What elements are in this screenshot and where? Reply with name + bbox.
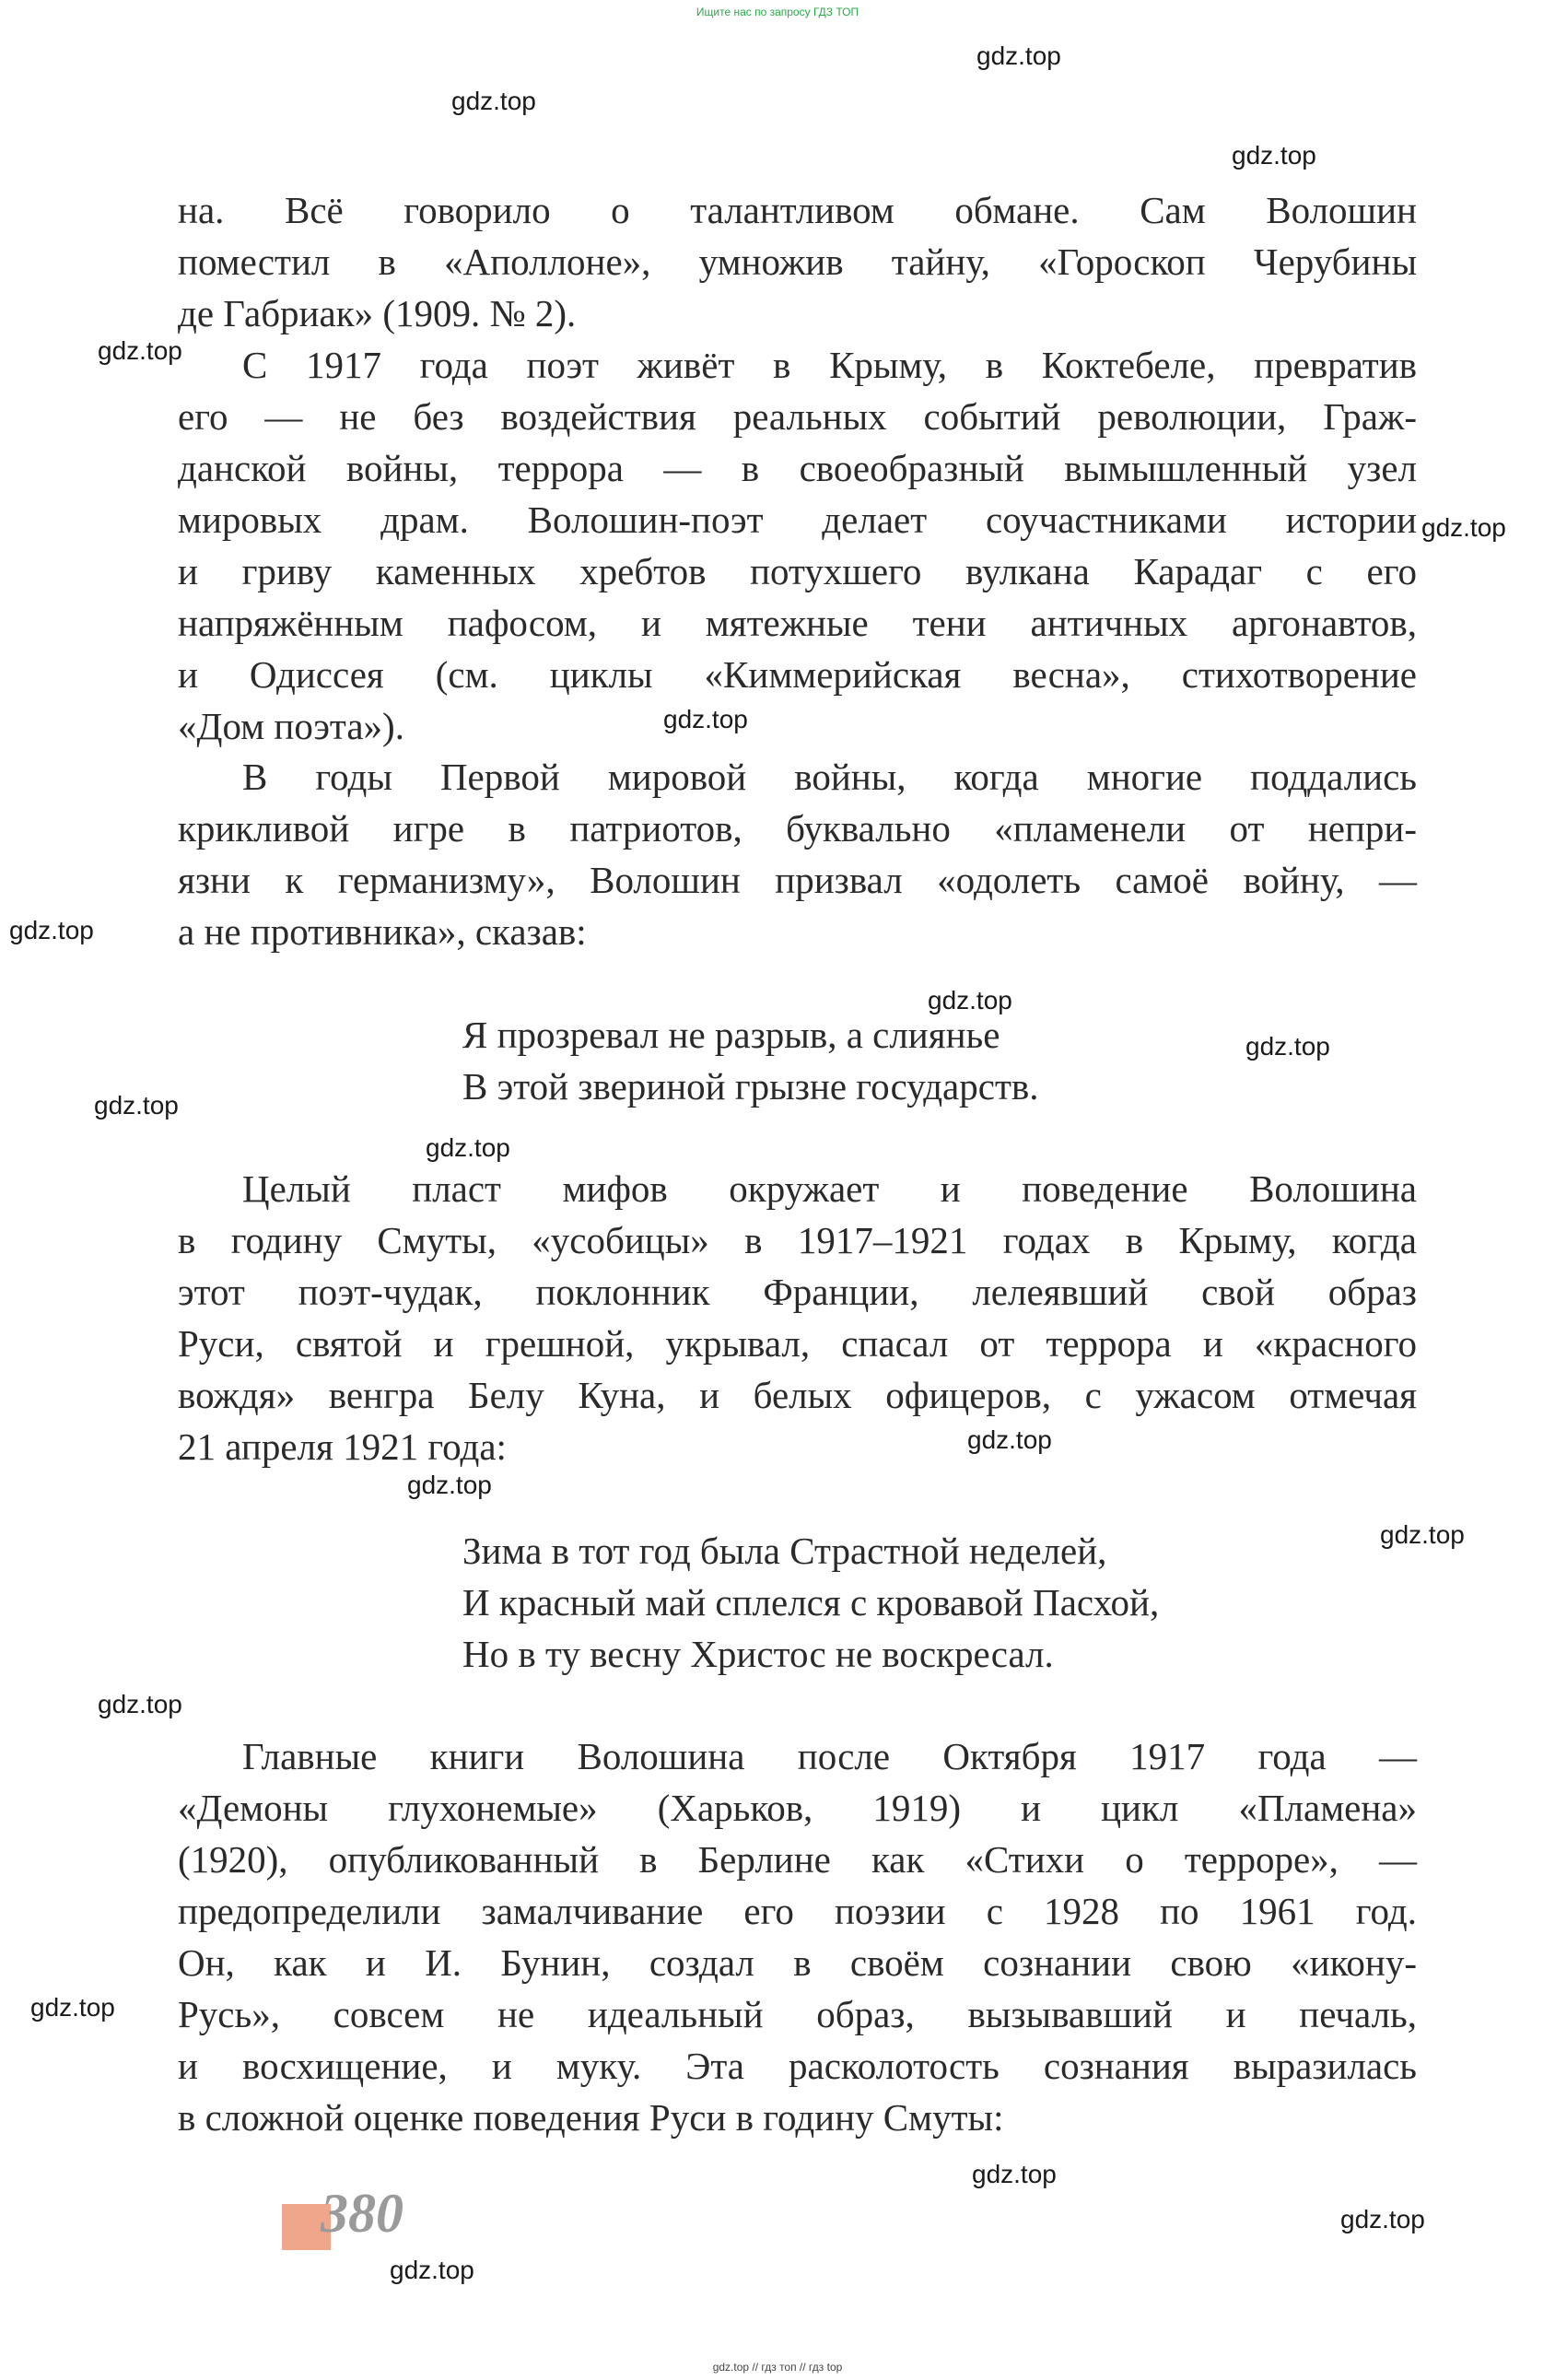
search-banner-top[interactable]: Ищите нас по запросу ГДЗ ТОП [696,6,859,18]
text-line: вождя» венгра Белу Куна, и белых офицеров, с ужасом отмечая [178,1374,1417,1416]
watermark: gdz.top [9,916,94,944]
text-line: напряжённым пафосом, и мятежные тени античных аргонавтов, [178,602,1417,644]
paragraph-5 [178,1730,1417,2143]
text-line: и гриву каменных хребтов потухшего вулкана Карадаг с его [178,550,1417,592]
watermark: gdz.top [1421,513,1506,542]
page-number: 380 [321,2183,403,2244]
text-line: Главные книги Волошина после Октября 1917 года — [242,1735,1417,1777]
text-line: мировых драм. Волошин-поэт делает соучастниками истории [178,498,1417,541]
verse-line: Я прозревал не разрыв, а слиянье [462,1014,1000,1056]
text-line: и восхищение, и муку. Эта расколотость сознания выразилась [178,2045,1417,2087]
verse-line: И красный май сплелся с кровавой Пасхой, [462,1581,1160,1624]
watermark: gdz.top [972,2160,1057,2188]
paragraph-2 [178,339,1417,752]
watermark: gdz.top [1232,141,1316,170]
text-line: 21 апреля 1921 года: [178,1425,507,1468]
watermark: gdz.top [407,1471,492,1499]
watermark: gdz.top [451,87,536,115]
verse-quote-1 [462,1009,1038,1112]
text-line: его — не без воздействия реальных событий революции, Граж- [178,395,1417,438]
text-line: язни к германизму», Волошин призвал «одолеть самоё войну, — [178,859,1417,901]
text-line: в сложной оценке поведения Руси в годину Смуты: [178,2096,1004,2139]
text-line: а не противника», сказав: [178,910,587,953]
text-line: этот поэт-чудак, поклонник Франции, лелеявший свой образ [178,1271,1417,1313]
text-line: крикливой игре в патриотов, буквально «пламенели от непри- [178,807,1417,850]
text-line: поместил в «Аполлоне», умножив тайну, «Гороскоп Черубины [178,240,1417,283]
verse-line: Зима в тот год была Страстной неделей, [462,1530,1107,1572]
watermark: gdz.top [30,1993,115,2022]
watermark: gdz.top [98,1690,182,1718]
watermark: gdz.top [390,2256,474,2284]
verse-quote-2 [462,1525,1159,1680]
watermark: gdz.top [976,41,1061,70]
paragraph-3 [178,751,1417,957]
watermark: gdz.top [1340,2205,1425,2233]
text-line: В годы Первой мировой войны, когда многие поддались [242,756,1417,798]
text-line: данской войны, террора — в своеобразный вымышленный узел [178,447,1417,489]
text-line: на. Всё говорило о талантливом обмане. Сам Волошин [178,189,1417,231]
text-line: «Дом поэта»). [178,705,404,747]
watermark: gdz.top [928,986,1012,1014]
text-line: де Габриак» (1909. № 2). [178,292,577,334]
watermark: gdz.top [663,705,748,733]
text-line: Целый пласт мифов окружает и поведение Волошина [242,1167,1417,1210]
watermark: gdz.top [1380,1520,1465,1549]
text-line: в годину Смуты, «усобицы» в 1917–1921 годах в Крыму, когда [178,1219,1417,1261]
text-line: и Одиссея (см. циклы «Киммерийская весна», стихотворение [178,653,1417,696]
paragraph-1 [178,184,1417,339]
text-line: С 1917 года поэт живёт в Крыму, в Коктебеле, превратив [242,344,1417,386]
text-line: предопределили замалчивание его поэзии с 1928 по 1961 год. [178,1890,1417,1932]
watermark: gdz.top [426,1133,510,1162]
verse-line: Но в ту весну Христос не воскресал. [462,1633,1054,1675]
text-line: Русь», совсем не идеальный образ, вызывавший и печаль, [178,1993,1417,2035]
watermark: gdz.top [94,1091,179,1120]
text-line: «Демоны глухонемые» (Харьков, 1919) и цикл «Пламена» [178,1787,1417,1829]
site-banner-bottom[interactable]: gdz.top // гдз топ // гдз top [712,2361,843,2374]
paragraph-4 [178,1163,1417,1472]
text-line: Руси, святой и грешной, укрывал, спасал от террора и «красного [178,1322,1417,1365]
text-line: (1920), опубликованный в Берлине как «Стихи о терроре», — [178,1838,1417,1881]
verse-line: В этой звериной грызне государств. [462,1065,1039,1108]
text-line: Он, как и И. Бунин, создал в своём сознании свою «икону- [178,1941,1417,1984]
watermark: gdz.top [1245,1032,1330,1061]
watermark: gdz.top [967,1425,1052,1454]
watermark: gdz.top [98,336,182,365]
